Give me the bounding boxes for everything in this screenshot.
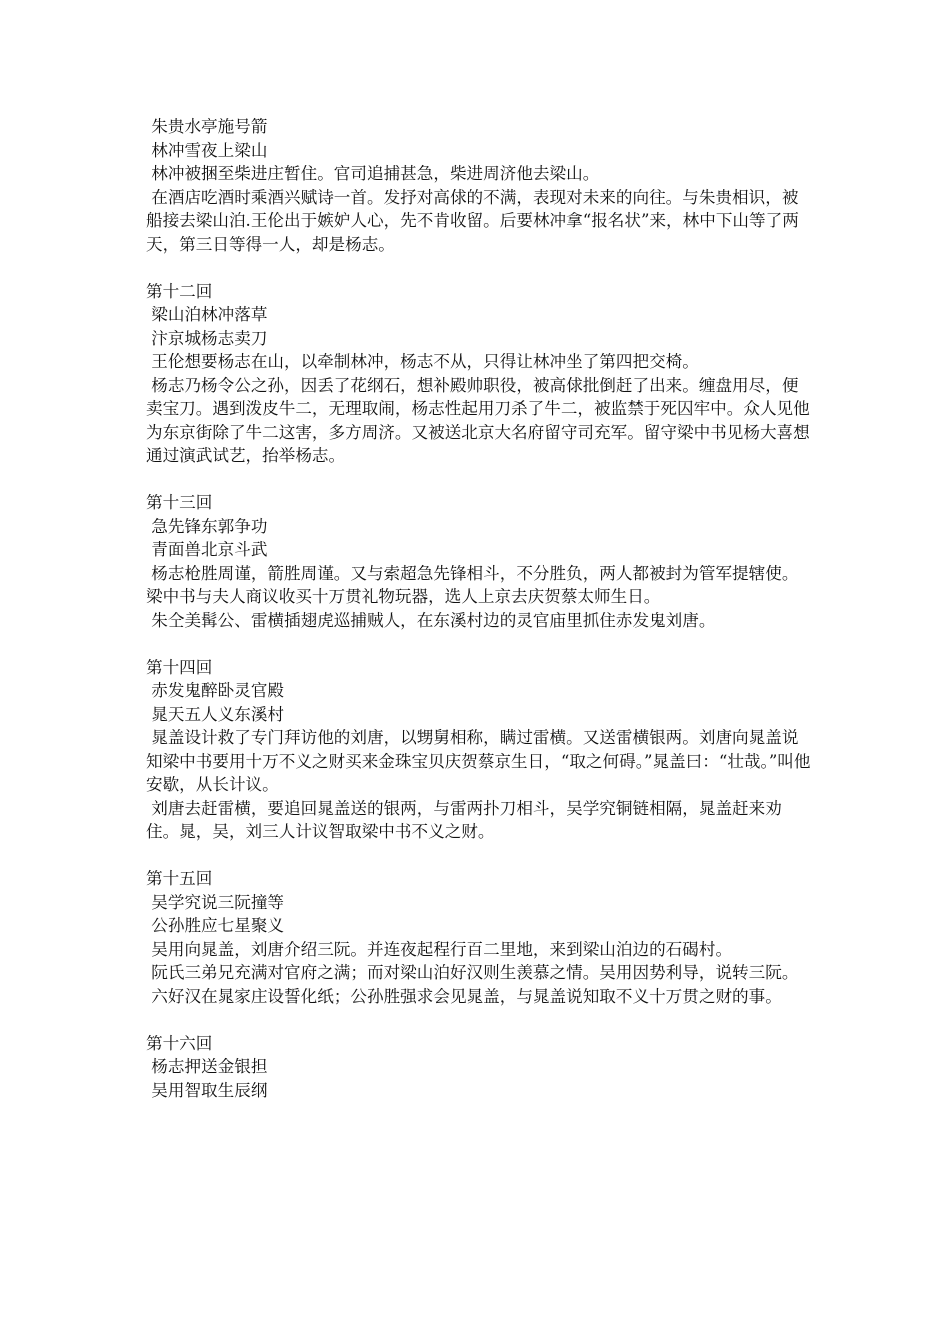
section-gap bbox=[146, 844, 814, 868]
chapter-heading: 第十三回 bbox=[146, 493, 213, 512]
chapter-title-line: 公孙胜应七星聚义 bbox=[146, 916, 285, 935]
chapter-title-line: 急先锋东郭争功 bbox=[146, 516, 268, 536]
chapter-title-line: 青面兽北京斗武 bbox=[146, 540, 268, 559]
intro-section bbox=[146, 115, 814, 256]
paragraph: 在酒店吃酒时乘酒兴赋诗一首。发抒对高俅的不满，表现对未来的向往。与朱贵相识，被船接去梁山泊.王伦出于嫉妒人心，先不肯收留。后要林冲拿“报名状”来，林中下山等了两天，第三日等得一人，却是杨志。 bbox=[146, 187, 799, 254]
paragraph: 林冲被捆至柴进庄暂住。官司追捕甚急，柴进周济他去梁山。 bbox=[146, 164, 600, 183]
chapter-heading: 第十二回 bbox=[146, 281, 213, 301]
subtitle-line: 朱贵水亭施号箭 bbox=[146, 117, 268, 136]
paragraph: 杨志乃杨令公之孙，因丢了花纲石，想补殿帅职役，被高俅批倒赶了出来。缠盘用尽，便卖宝刀。遇到泼皮牛二，无理取闹，杨志性起用刀杀了牛二，被监禁于死囚牢中。众人见他为东京街除了牛二这害，多方周济。又被送北京大名府留守司充军。留守梁中书见杨大喜想通过演武试艺，抬举杨志。 bbox=[146, 375, 810, 465]
paragraph: 刘唐去赶雷横，要追回晁盖送的银两，与雷两扑刀相斗，吴学究铜链相隔，晁盖赶来劝住。晁，吴，刘三人计议智取梁中书不义之财。 bbox=[146, 798, 782, 841]
section-gap bbox=[146, 632, 814, 656]
chapter-title-line: 晁天五人义东溪村 bbox=[146, 704, 285, 724]
paragraph: 吴用向晁盖，刘唐介绍三阮。并连夜起程行百二里地，来到梁山泊边的石碣村。 bbox=[146, 939, 733, 959]
chapter-title-line: 汴京城杨志卖刀 bbox=[146, 328, 268, 348]
chapter-15 bbox=[146, 867, 814, 1008]
chapter-title-line: 梁山泊林冲落草 bbox=[146, 305, 268, 324]
section-gap bbox=[146, 1008, 814, 1032]
paragraph: 阮氏三弟兄充满对官府之满；而对梁山泊好汉则生羡慕之情。吴用因势利导，说转三阮。 bbox=[146, 963, 799, 982]
subtitle-line: 林冲雪夜上梁山 bbox=[146, 140, 268, 160]
document-body bbox=[146, 115, 814, 1102]
section-gap bbox=[146, 468, 814, 492]
chapter-title-line: 吴学究说三阮撞等 bbox=[146, 892, 285, 912]
paragraph: 王伦想要杨志在山，以牵制林冲，杨志不从，只得让林冲坐了第四把交椅。 bbox=[146, 352, 699, 371]
chapter-title-line: 赤发鬼醉卧灵官殿 bbox=[146, 681, 285, 700]
chapter-14 bbox=[146, 656, 814, 844]
chapter-title-line: 杨志押送金银担 bbox=[146, 1057, 268, 1076]
paragraph: 晁盖设计救了专门拜访他的刘唐，以甥舅相称，瞒过雷横。又送雷横银两。刘唐向晁盖说知梁中书要用十万不义之财买来金珠宝贝庆贺蔡京生日，“取之何碍。”晁盖曰：“壮哉。”叫他安歇，从长计议。 bbox=[146, 728, 811, 794]
chapter-title-line: 吴用智取生辰纲 bbox=[146, 1080, 268, 1100]
paragraph: 杨志枪胜周谨，箭胜周谨。又与索超急先锋相斗，不分胜负，两人都被封为管军提辖使。梁中书与夫人商议收买十万贯礼物玩器，选人上京去庆贺蔡太师生日。 bbox=[146, 563, 799, 606]
chapter-heading: 第十五回 bbox=[146, 869, 213, 888]
paragraph: 六好汉在晁家庄设誓化纸；公孙胜强求会见晁盖，与晁盖说知取不义十万贯之财的事。 bbox=[146, 986, 782, 1006]
chapter-13 bbox=[146, 491, 814, 632]
paragraph: 朱仝美髯公、雷横插翅虎巡捕贼人，在东溪村边的灵官庙里抓住赤发鬼刘唐。 bbox=[146, 610, 716, 630]
chapter-heading: 第十四回 bbox=[146, 657, 213, 677]
chapter-16 bbox=[146, 1032, 814, 1103]
chapter-heading: 第十六回 bbox=[146, 1033, 213, 1053]
chapter-12 bbox=[146, 280, 814, 468]
section-gap bbox=[146, 256, 814, 280]
